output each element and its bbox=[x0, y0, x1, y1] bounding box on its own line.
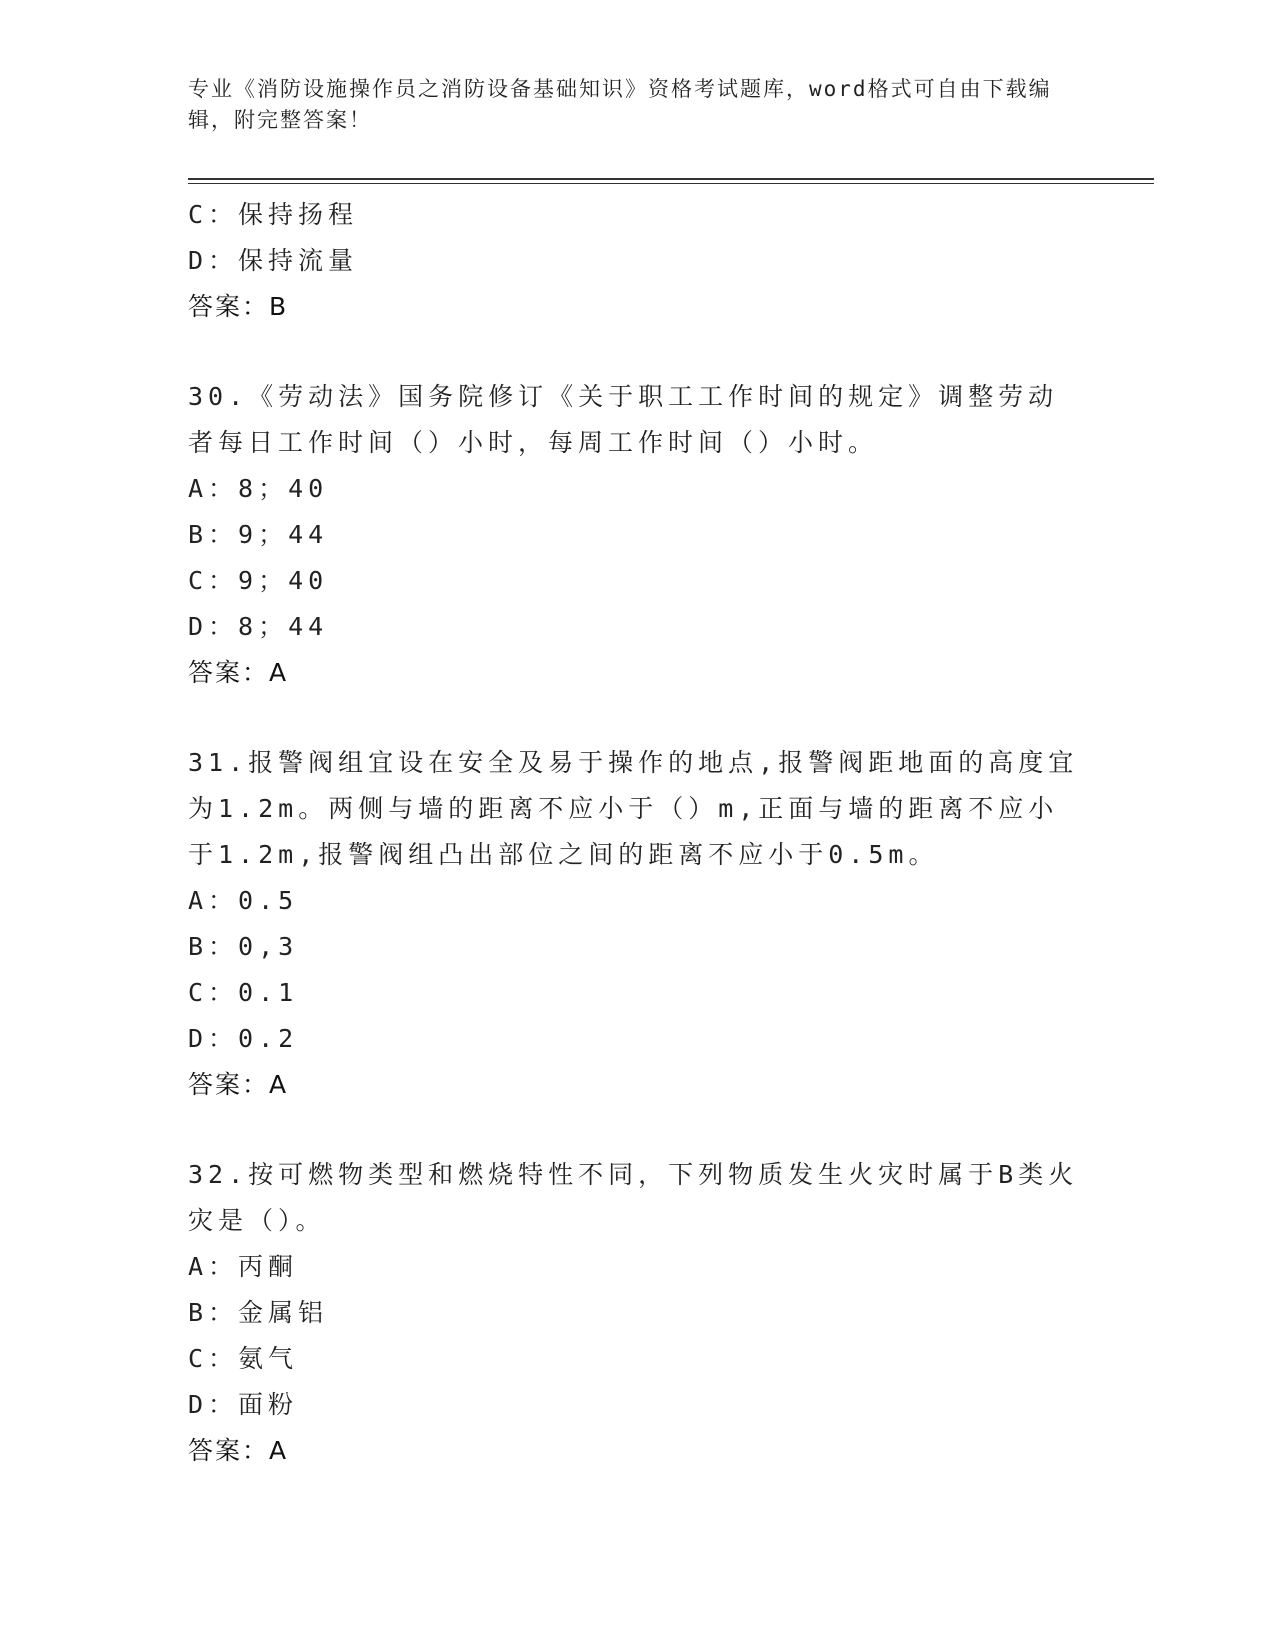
option-b: B：0,3 bbox=[188, 932, 299, 961]
spacer bbox=[188, 330, 1088, 374]
option-d: D：8；44 bbox=[188, 612, 329, 641]
question-text: 32.按可燃物类型和燃烧特性不同，下列物质发生火灾时属于B类火灾是（）。 bbox=[188, 1160, 1079, 1235]
question-30 bbox=[188, 374, 1088, 696]
spacer bbox=[188, 1108, 1088, 1152]
answer-label: 答案：A bbox=[188, 1436, 289, 1465]
question-31 bbox=[188, 740, 1088, 1108]
question-32 bbox=[188, 1152, 1088, 1474]
option-d: D：保持流量 bbox=[188, 246, 359, 275]
option-b: B：9；44 bbox=[188, 520, 329, 549]
option-d: D：面粉 bbox=[188, 1390, 299, 1419]
question-29-continued bbox=[188, 192, 1088, 330]
question-list bbox=[188, 192, 1088, 1474]
option-a: A：8；40 bbox=[188, 474, 329, 503]
question-text: 30.《劳动法》国务院修订《关于职工工作时间的规定》调整劳动者每日工作时间（）小时，每周工作时间（）小时。 bbox=[188, 382, 1059, 457]
option-c: C：0.1 bbox=[188, 978, 299, 1007]
answer-label: 答案：B bbox=[188, 292, 289, 321]
question-text: 31.报警阀组宜设在安全及易于操作的地点,报警阀距地面的高度宜为1.2m。两侧与墙的距离不应小于（）m,正面与墙的距离不应小于1.2m,报警阀组凸出部位之间的距离不应小于0.5m。 bbox=[188, 748, 1079, 869]
document-header: 专业《消防设施操作员之消防设备基础知识》资格考试题库，word格式可自由下载编辑，附完整答案！ bbox=[188, 77, 1052, 132]
option-a: A：丙酮 bbox=[188, 1252, 299, 1281]
answer-label: 答案：A bbox=[188, 1070, 289, 1099]
option-c: C：氨气 bbox=[188, 1344, 299, 1373]
answer-label: 答案：A bbox=[188, 658, 289, 687]
option-d: D：0.2 bbox=[188, 1024, 299, 1053]
option-c: C：9；40 bbox=[188, 566, 329, 595]
option-b: B：金属铝 bbox=[188, 1298, 329, 1327]
spacer bbox=[188, 696, 1088, 740]
option-a: A：0.5 bbox=[188, 886, 299, 915]
header-divider-thick bbox=[188, 178, 1154, 180]
header-divider-thin bbox=[188, 183, 1154, 184]
option-c: C：保持扬程 bbox=[188, 200, 359, 229]
